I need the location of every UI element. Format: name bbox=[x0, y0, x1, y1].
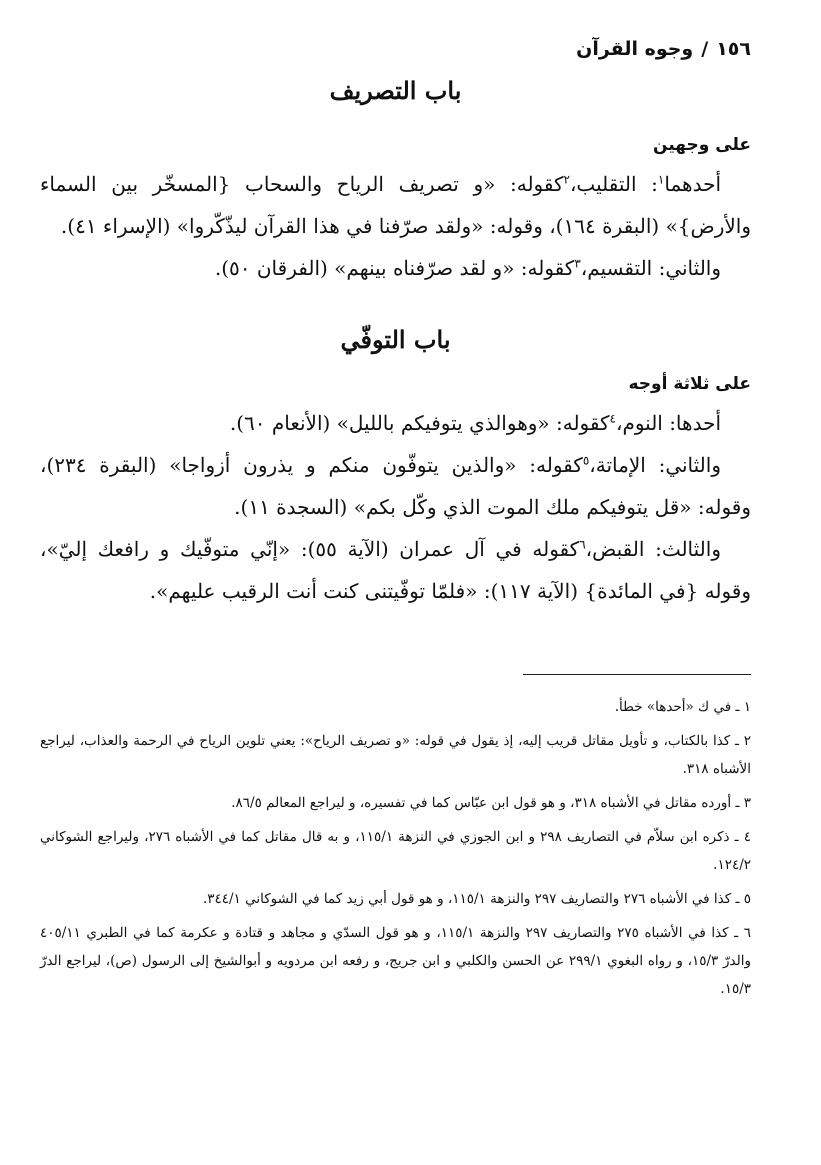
paragraph-lead: أحدهما bbox=[664, 172, 721, 196]
paragraph-lead: والثاني: التقسيم، bbox=[580, 256, 721, 280]
footnotes bbox=[40, 693, 751, 1003]
footnote-ref: ١ bbox=[657, 172, 665, 187]
paragraph-text: كقوله: «والذين يتوفّون منكم و يذرون أزواجا» (البقرة ٢٣٤)، وقوله: «قل يتوفيكم ملك الموت الذي وكّل بكم» (السجدة ١١). bbox=[40, 453, 751, 519]
running-header bbox=[40, 38, 751, 60]
aspects-label: على ثلاثة أوجه bbox=[628, 374, 751, 394]
footnote: ١ ـ في ك «أحدها» خطأ. bbox=[614, 699, 751, 715]
book-title: وجوه القرآن bbox=[576, 38, 694, 60]
paragraph bbox=[40, 444, 751, 528]
footnote-ref: ٦ bbox=[579, 537, 586, 552]
paragraph-text: كقوله في آل عمران (الآية ٥٥): «إنّي متوفّيك و رافعك إليّ»، وقوله {في المائدة} (الآية ١١٧): «فلمّا توفّيتنى كنت أنت الرقيب عليهم». bbox=[40, 537, 751, 603]
paragraph-lead: أحدها: النوم، bbox=[615, 411, 721, 435]
footnote-ref: ٢ bbox=[563, 172, 570, 187]
footnote-ref: ٥ bbox=[582, 453, 590, 468]
header-separator: / bbox=[701, 38, 709, 60]
paragraph bbox=[40, 402, 751, 444]
footnote: ٣ ـ أورده مقاتل في الأشباه ٣١٨، و هو قول ابن عبّاس كما في تفسيره، و ليراجع المعالم ٨٦/٥. bbox=[231, 795, 751, 811]
footnote-ref: ٤ bbox=[609, 411, 616, 426]
paragraph bbox=[40, 528, 751, 612]
paragraph-text: كقوله: «و لقد صرّفناه بينهم» (الفرقان ٥٠). bbox=[214, 256, 575, 280]
paragraph-lead: والثاني: الإماتة، bbox=[589, 453, 721, 477]
paragraph-text: كقوله: «و تصريف الرياح والسحاب {المسخّر بين السماء والأرض}» (البقرة ١٦٤)، وقوله: «ولقد صرّفنا في هذا القرآن ليذّكّروا» (الإسراء ٤١). bbox=[40, 172, 751, 238]
paragraph-text: كقوله: «وهوالذي يتوفيكم بالليل» (الأنعام ٦٠). bbox=[229, 411, 610, 435]
paragraph-lead-cont: : التقليب، bbox=[569, 172, 658, 196]
chapter-title-tasrif: باب التصريف bbox=[329, 76, 462, 105]
footnote-ref: ٣ bbox=[574, 256, 581, 271]
chapter-title-tawaffi: باب التوفّي bbox=[340, 325, 451, 354]
footnote: ٥ ـ كذا في الأشباه ٢٧٦ والتصاريف ٢٩٧ والنزهة ١١٥/١، و هو قول أبي زيد كما في الشوكاني ٣٤٤/١. bbox=[202, 891, 751, 907]
footnote: ٢ ـ كذا بالكتاب، و تأويل مقاتل قريب إليه، إذ يقول في قوله: «و تصريف الرياح»: يعني تلوين الرياح في الرحمة والعذاب، ليراجع الأشباه ٣١٨. bbox=[40, 733, 751, 777]
footnote: ٤ ـ ذكره ابن سلاّم في التصاريف ٢٩٨ و ابن الجوزي في النزهة ١١٥/١، و به قال مقاتل كما في الأشباه ٢٧٦، وليراجع الشوكاني ١٢٤/٢. bbox=[40, 829, 751, 873]
footnote: ٦ ـ كذا في الأشباه ٢٧٥ والتصاريف ٢٩٧ والنزهة ١١٥/١، و هو قول السدّي و مجاهد و قتادة و عكرمة كما في الطبري ٤٠٥/١١ والدرّ ١٥/٣، و رواه البغوي ٢٩٩/١ عن الحسن والكلبي و ابن جريج، و رفعه ابن مردويه و أبوالشيخ إلى الرسول (ص)، ليراجع الدرّ ١٥/٣. bbox=[40, 925, 751, 997]
page-number: ١٥٦ bbox=[716, 38, 751, 60]
footnote-divider bbox=[523, 674, 751, 675]
aspects-label: على وجهين bbox=[653, 135, 751, 155]
book-page bbox=[40, 30, 751, 1009]
paragraph bbox=[40, 247, 751, 289]
paragraph bbox=[40, 163, 751, 247]
paragraph-lead: والثالث: القبض، bbox=[585, 537, 721, 561]
